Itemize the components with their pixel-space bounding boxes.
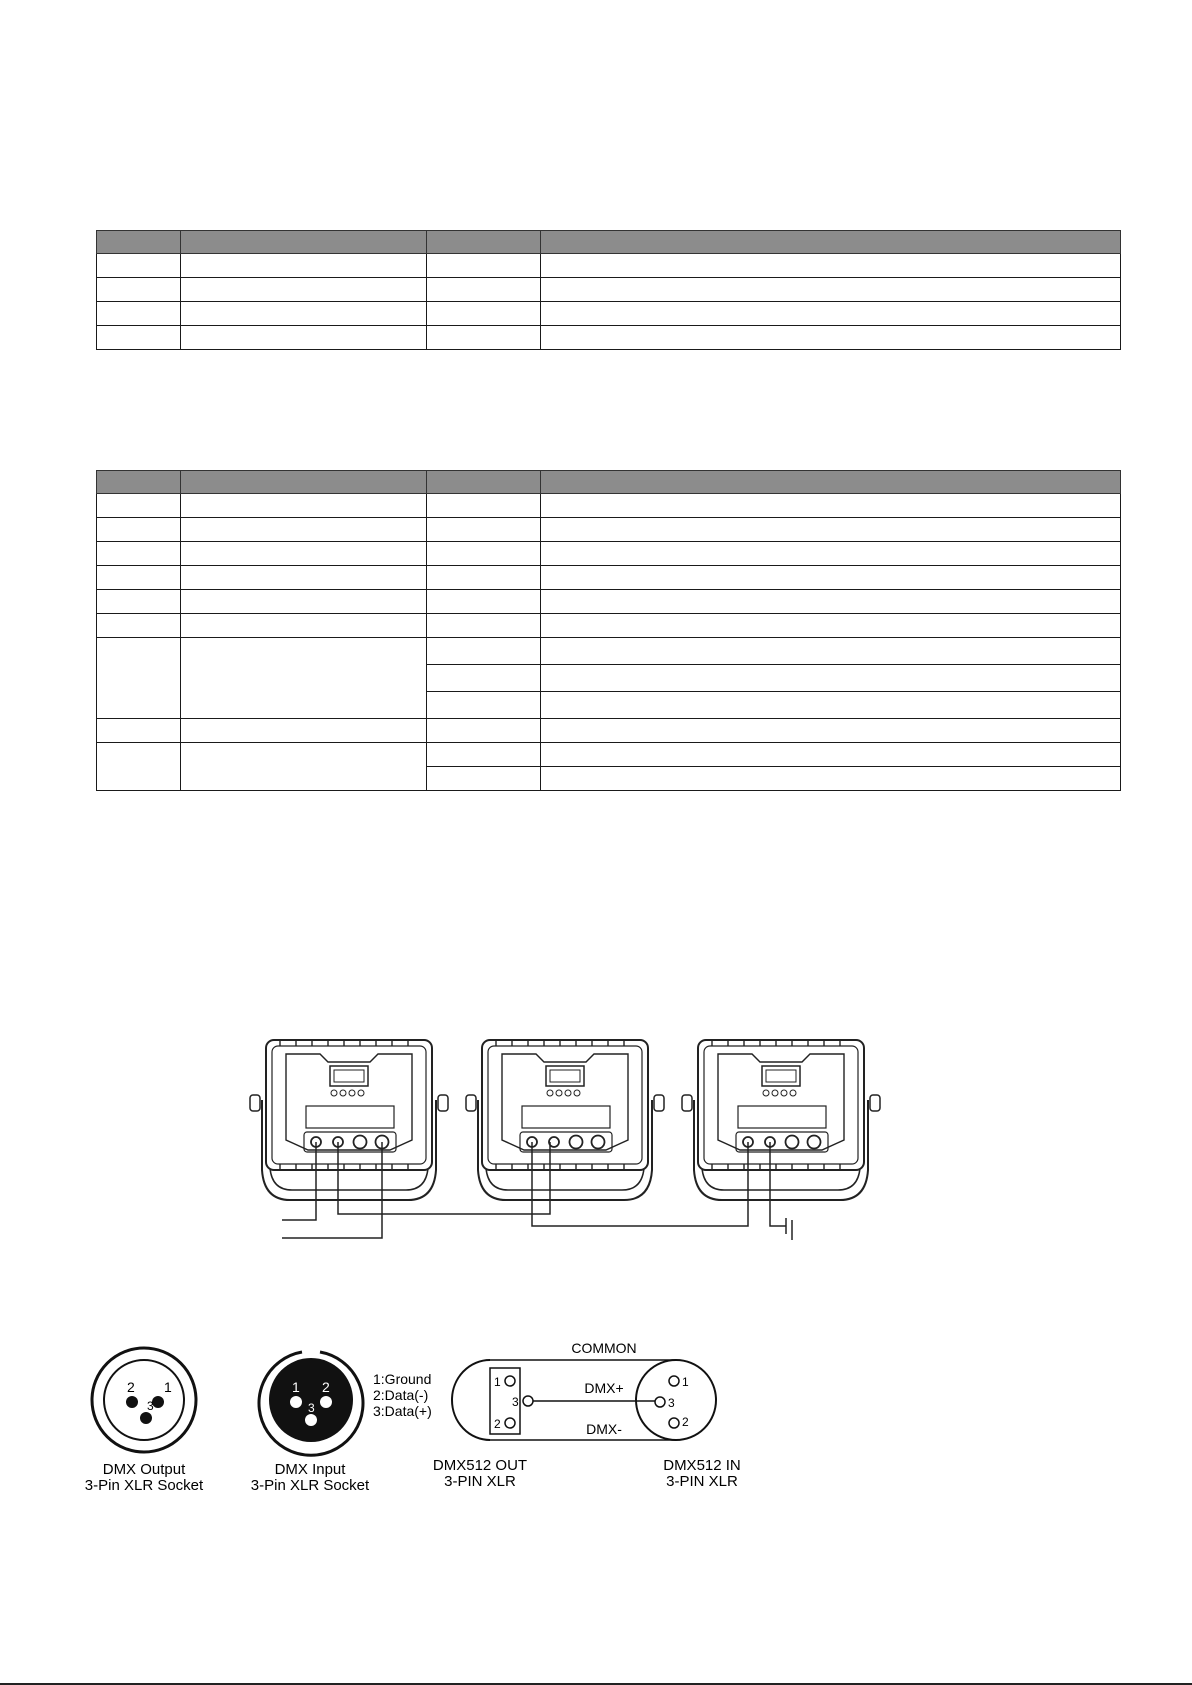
output-socket-sublabel: 3-Pin XLR Socket [84,1477,204,1494]
table-cell [181,566,427,590]
header-cell [181,231,427,254]
output-pin-1-label: 1 [164,1379,172,1395]
legend-data-plus: 3:Data(+) [373,1403,432,1419]
legend-data-minus: 2:Data(-) [373,1387,429,1403]
pin-1-dot [290,1396,302,1408]
dmx-input-socket [251,1352,370,1494]
fixture-1 [250,1040,448,1200]
table-row [97,743,1121,767]
table-header-row [97,231,1121,254]
header-cell [541,231,1121,254]
table-cell [541,278,1121,302]
table-row [97,719,1121,743]
table-cell-merged [97,638,181,719]
table-row [97,494,1121,518]
header-cell [427,471,541,494]
table-cell [97,566,181,590]
table-cell [181,302,427,326]
table-cell [97,302,181,326]
table-row [97,542,1121,566]
table-row [97,638,1121,665]
table-cell [97,278,181,302]
table-cell [541,719,1121,743]
table-cell [427,590,541,614]
table-header-row [97,471,1121,494]
table-cell [97,542,181,566]
table-cell [427,254,541,278]
table-cell [427,518,541,542]
table-row [97,566,1121,590]
table-cell [541,254,1121,278]
output-socket-label: DMX Output [102,1461,186,1478]
table-cell [541,743,1121,767]
dmx-cable-wiring [433,1340,741,1490]
table-cell [97,614,181,638]
dmx-connection-diagram [230,1030,890,1250]
table-cell [427,542,541,566]
table-cell-merged [181,743,427,791]
table-cell [541,566,1121,590]
pin-legend [373,1371,432,1419]
common-label: COMMON [571,1340,637,1356]
pin-3-dot [305,1414,317,1426]
table-cell [541,326,1121,350]
pin-2-dot [320,1396,332,1408]
table-row [97,590,1121,614]
table-cell [97,590,181,614]
table-cell [541,638,1121,665]
table-row [97,518,1121,542]
in-pin-1-label: 1 [682,1375,689,1389]
table-cell-merged [181,638,427,719]
table-cell [541,614,1121,638]
input-pin-3-label: 3 [308,1401,315,1415]
table-cell [427,665,541,692]
table-row [97,326,1121,350]
table-cell [541,665,1121,692]
table-cell [541,302,1121,326]
dmx-plus-label: DMX+ [584,1380,624,1396]
out-pin-2-label: 2 [494,1417,501,1431]
header-cell [541,471,1121,494]
table-cell [541,767,1121,791]
header-cell [181,471,427,494]
out-connector-sublabel: 3-PIN XLR [444,1473,516,1490]
table-cell [541,692,1121,719]
table-cell [427,302,541,326]
input-pin-1-label: 1 [292,1379,300,1395]
header-cell [97,471,181,494]
table-cell [427,614,541,638]
table-2 [96,470,1121,791]
table-1 [96,230,1121,350]
fixture-3 [682,1040,880,1200]
out-pin-3-label: 3 [512,1395,519,1409]
table-cell [427,767,541,791]
xlr-pinout-diagram [80,1330,780,1500]
out-connector-label: DMX512 OUT [432,1457,528,1474]
header-cell [97,231,181,254]
in-pin-3-label: 3 [668,1396,675,1410]
dmx-output-socket [85,1348,204,1494]
output-pin-3-label: 3 [147,1399,154,1413]
table-cell [97,518,181,542]
input-pin-2-label: 2 [322,1379,330,1395]
dmx-minus-label: DMX- [586,1421,622,1437]
table-cell-merged [97,743,181,791]
table-cell [541,590,1121,614]
pin-1-dot [152,1396,164,1408]
table-cell [181,518,427,542]
table-cell [181,614,427,638]
table-row [97,614,1121,638]
pin-3-dot [140,1412,152,1424]
table-cell [181,590,427,614]
table-cell [181,254,427,278]
pin-2-dot [126,1396,138,1408]
table-cell [427,566,541,590]
table-cell [181,326,427,350]
table-cell [97,254,181,278]
table-cell [181,542,427,566]
input-socket-label: DMX Input [274,1461,346,1478]
header-cell [427,231,541,254]
table-cell [541,494,1121,518]
table-cell [541,542,1121,566]
table-row [97,302,1121,326]
table-cell [97,326,181,350]
in-pin-2-label: 2 [682,1415,689,1429]
table-cell [181,719,427,743]
out-pin-1-label: 1 [494,1375,501,1389]
in-connector-label: DMX512 IN [663,1457,741,1474]
table-cell [427,326,541,350]
table-cell [97,719,181,743]
table-cell [541,518,1121,542]
table-cell [427,494,541,518]
table-cell [181,278,427,302]
legend-ground: 1:Ground [373,1371,432,1387]
table-cell [427,692,541,719]
in-connector-sublabel: 3-PIN XLR [666,1473,738,1490]
table-cell [97,494,181,518]
table-cell [427,278,541,302]
output-pin-2-label: 2 [127,1379,135,1395]
table-cell [427,719,541,743]
input-socket-sublabel: 3-Pin XLR Socket [250,1477,370,1494]
fixture-2 [466,1040,664,1200]
table-cell [427,638,541,665]
table-cell [181,494,427,518]
table-row [97,278,1121,302]
table-row [97,254,1121,278]
table-cell [427,743,541,767]
